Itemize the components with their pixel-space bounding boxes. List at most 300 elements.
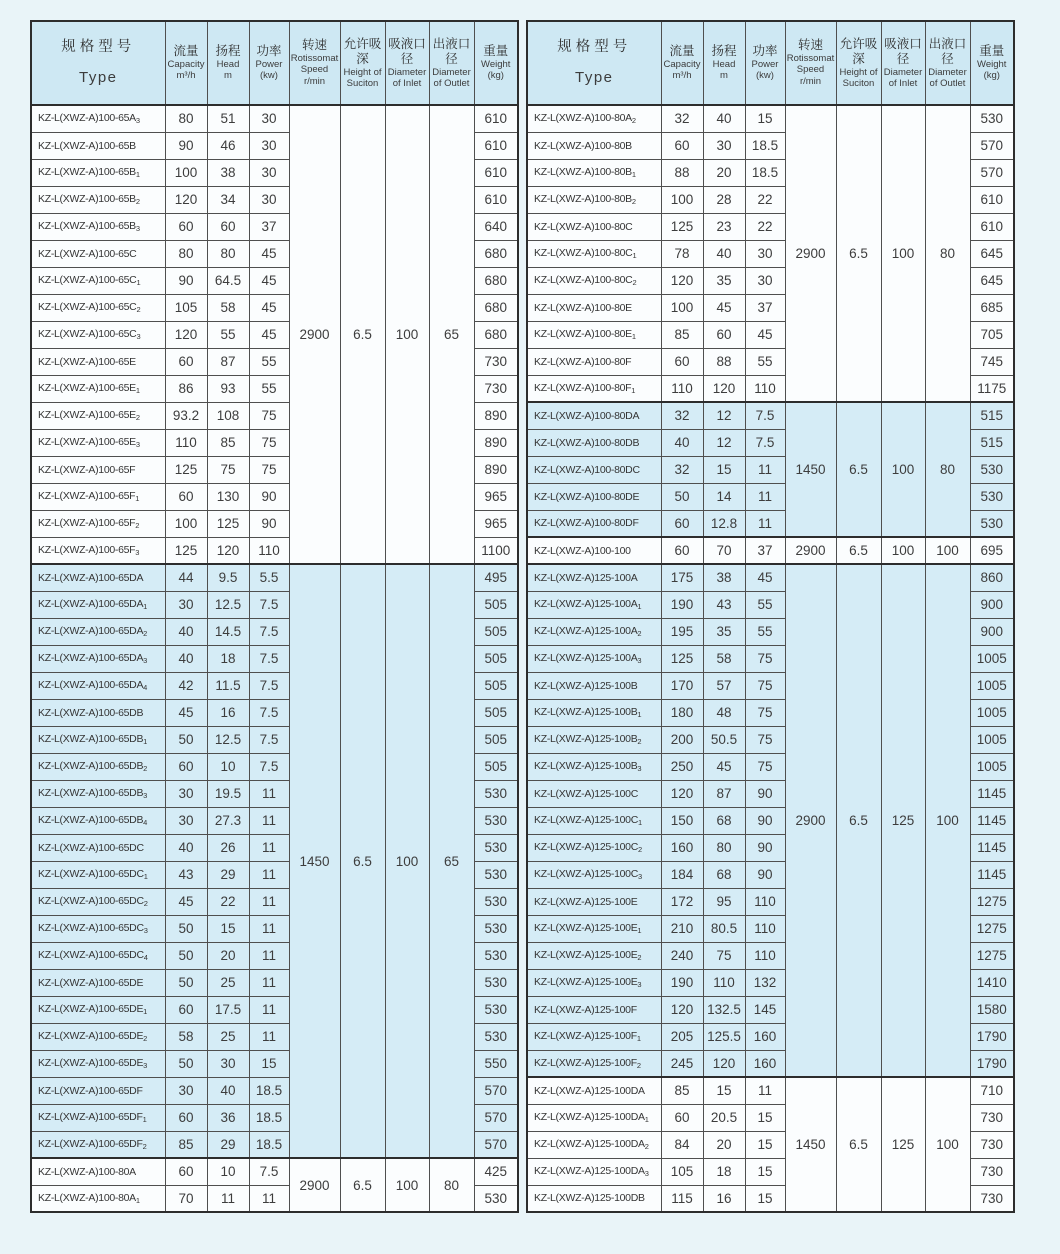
power-cell: 11 bbox=[249, 915, 289, 942]
col-header-suction: 允许吸深 Height of Suciton bbox=[836, 21, 881, 105]
suction-cell: 6.5 bbox=[836, 1077, 881, 1212]
weight-cell: 495 bbox=[474, 564, 518, 591]
weight-cell: 530 bbox=[970, 105, 1014, 132]
type-cell: KZ-L(XWZ-A)100-80DC bbox=[527, 456, 661, 483]
type-cell: $KZ-L(XWZ-A)100-65C_1$ bbox=[31, 267, 165, 294]
weight-cell: 730 bbox=[970, 1131, 1014, 1158]
type-cell: $KZ-L(XWZ-A)100-65C_2$ bbox=[31, 294, 165, 321]
capacity-cell: 50 bbox=[165, 969, 207, 996]
weight-cell: 890 bbox=[474, 429, 518, 456]
type-cell: KZ-L(XWZ-A)100-65DE bbox=[31, 969, 165, 996]
weight-cell: 860 bbox=[970, 564, 1014, 591]
capacity-cell: 40 bbox=[165, 645, 207, 672]
type-cell: KZ-L(XWZ-A)100-80E bbox=[527, 294, 661, 321]
capacity-cell: 85 bbox=[165, 1131, 207, 1158]
power-cell: 75 bbox=[249, 402, 289, 429]
capacity-cell: 50 bbox=[165, 726, 207, 753]
capacity-cell: 172 bbox=[661, 888, 703, 915]
outlet-cell: 100 bbox=[925, 1077, 970, 1212]
head-cell: 68 bbox=[703, 807, 745, 834]
head-cell: 20 bbox=[703, 1131, 745, 1158]
power-cell: 30 bbox=[249, 132, 289, 159]
speed-cell: 2900 bbox=[785, 105, 836, 402]
type-cell: $KZ-L(XWZ-A)125-100DA_3$ bbox=[527, 1158, 661, 1185]
head-cell: 93 bbox=[207, 375, 249, 402]
weight-cell: 965 bbox=[474, 510, 518, 537]
weight-cell: 1145 bbox=[970, 780, 1014, 807]
type-cell: $KZ-L(XWZ-A)125-100F_2$ bbox=[527, 1050, 661, 1077]
head-cell: 16 bbox=[207, 699, 249, 726]
weight-cell: 710 bbox=[970, 1077, 1014, 1104]
weight-cell: 890 bbox=[474, 456, 518, 483]
capacity-cell: 60 bbox=[165, 753, 207, 780]
head-cell: 12 bbox=[703, 429, 745, 456]
spec-table-left bbox=[30, 20, 519, 1213]
capacity-cell: 160 bbox=[661, 834, 703, 861]
type-cell: $KZ-L(XWZ-A)100-65A_3$ bbox=[31, 105, 165, 132]
head-cell: 15 bbox=[207, 915, 249, 942]
capacity-cell: 78 bbox=[661, 240, 703, 267]
power-cell: 11 bbox=[745, 483, 785, 510]
weight-cell: 1790 bbox=[970, 1023, 1014, 1050]
type-cell: $KZ-L(XWZ-A)100-80E_1$ bbox=[527, 321, 661, 348]
power-cell: 45 bbox=[745, 321, 785, 348]
head-cell: 27.3 bbox=[207, 807, 249, 834]
type-cell: KZ-L(XWZ-A)100-80DA bbox=[527, 402, 661, 429]
col-header-outlet: 出液口径 Diameter of Outlet bbox=[925, 21, 970, 105]
table-row bbox=[527, 537, 1014, 564]
weight-cell: 530 bbox=[474, 861, 518, 888]
weight-cell: 1005 bbox=[970, 699, 1014, 726]
weight-cell: 530 bbox=[474, 915, 518, 942]
weight-cell: 505 bbox=[474, 645, 518, 672]
head-cell: 57 bbox=[703, 672, 745, 699]
power-cell: 30 bbox=[745, 267, 785, 294]
weight-cell: 730 bbox=[474, 375, 518, 402]
type-cell: $KZ-L(XWZ-A)100-65B_1$ bbox=[31, 159, 165, 186]
capacity-cell: 60 bbox=[165, 1104, 207, 1131]
weight-cell: 530 bbox=[970, 510, 1014, 537]
capacity-cell: 60 bbox=[661, 1104, 703, 1131]
type-cell: $KZ-L(XWZ-A)100-65DA_3$ bbox=[31, 645, 165, 672]
type-cell: $KZ-L(XWZ-A)100-65F_3$ bbox=[31, 537, 165, 564]
power-cell: 90 bbox=[745, 861, 785, 888]
power-cell: 75 bbox=[249, 429, 289, 456]
weight-cell: 570 bbox=[474, 1077, 518, 1104]
type-cell: $KZ-L(XWZ-A)125-100C_2$ bbox=[527, 834, 661, 861]
power-cell: 11 bbox=[249, 807, 289, 834]
weight-cell: 1145 bbox=[970, 834, 1014, 861]
capacity-cell: 120 bbox=[165, 321, 207, 348]
capacity-cell: 84 bbox=[661, 1131, 703, 1158]
weight-cell: 515 bbox=[970, 402, 1014, 429]
weight-cell: 530 bbox=[474, 996, 518, 1023]
head-cell: 11.5 bbox=[207, 672, 249, 699]
col-header-head: 扬程 Head m bbox=[703, 21, 745, 105]
weight-cell: 730 bbox=[474, 348, 518, 375]
head-cell: 130 bbox=[207, 483, 249, 510]
weight-cell: 890 bbox=[474, 402, 518, 429]
head-cell: 15 bbox=[703, 1077, 745, 1104]
type-cell: $KZ-L(XWZ-A)100-80C_2$ bbox=[527, 267, 661, 294]
type-cell: KZ-L(XWZ-A)100-65B bbox=[31, 132, 165, 159]
type-cell: KZ-L(XWZ-A)100-65C bbox=[31, 240, 165, 267]
capacity-cell: 30 bbox=[165, 591, 207, 618]
type-cell: $KZ-L(XWZ-A)100-65DB_2$ bbox=[31, 753, 165, 780]
power-cell: 15 bbox=[745, 1158, 785, 1185]
type-cell: KZ-L(XWZ-A)125-100F bbox=[527, 996, 661, 1023]
power-cell: 55 bbox=[745, 348, 785, 375]
capacity-cell: 50 bbox=[165, 1050, 207, 1077]
type-cell: KZ-L(XWZ-A)100-80F bbox=[527, 348, 661, 375]
power-cell: 15 bbox=[745, 1104, 785, 1131]
col-header-suction: 允许吸深 Height of Suciton bbox=[340, 21, 385, 105]
capacity-cell: 60 bbox=[661, 510, 703, 537]
head-cell: 9.5 bbox=[207, 564, 249, 591]
capacity-cell: 200 bbox=[661, 726, 703, 753]
capacity-cell: 150 bbox=[661, 807, 703, 834]
weight-cell: 1275 bbox=[970, 915, 1014, 942]
power-cell: 75 bbox=[745, 645, 785, 672]
head-cell: 28 bbox=[703, 186, 745, 213]
speed-cell: 2900 bbox=[785, 537, 836, 564]
head-cell: 45 bbox=[703, 753, 745, 780]
inlet-cell: 100 bbox=[881, 537, 925, 564]
weight-cell: 640 bbox=[474, 213, 518, 240]
type-cell: $KZ-L(XWZ-A)100-80C_1$ bbox=[527, 240, 661, 267]
capacity-cell: 250 bbox=[661, 753, 703, 780]
power-cell: 75 bbox=[745, 699, 785, 726]
head-cell: 16 bbox=[703, 1185, 745, 1212]
type-cell: $KZ-L(XWZ-A)125-100DA_2$ bbox=[527, 1131, 661, 1158]
speed-cell: 2900 bbox=[289, 1158, 340, 1212]
head-cell: 36 bbox=[207, 1104, 249, 1131]
weight-cell: 1580 bbox=[970, 996, 1014, 1023]
capacity-cell: 30 bbox=[165, 807, 207, 834]
power-cell: 7.5 bbox=[745, 402, 785, 429]
outlet-cell: 80 bbox=[429, 1158, 474, 1212]
capacity-cell: 105 bbox=[661, 1158, 703, 1185]
weight-cell: 745 bbox=[970, 348, 1014, 375]
type-cell: $KZ-L(XWZ-A)125-100A_1$ bbox=[527, 591, 661, 618]
power-cell: 75 bbox=[745, 672, 785, 699]
outlet-cell: 65 bbox=[429, 105, 474, 564]
power-cell: 90 bbox=[745, 807, 785, 834]
capacity-cell: 125 bbox=[165, 456, 207, 483]
power-cell: 18.5 bbox=[249, 1077, 289, 1104]
head-cell: 110 bbox=[703, 969, 745, 996]
capacity-cell: 40 bbox=[661, 429, 703, 456]
head-cell: 75 bbox=[703, 942, 745, 969]
power-cell: 11 bbox=[249, 861, 289, 888]
inlet-cell: 100 bbox=[881, 402, 925, 537]
power-cell: 7.5 bbox=[249, 591, 289, 618]
col-header-inlet: 吸液口径 Diameter of Inlet bbox=[385, 21, 429, 105]
capacity-cell: 180 bbox=[661, 699, 703, 726]
head-cell: 51 bbox=[207, 105, 249, 132]
power-cell: 30 bbox=[249, 105, 289, 132]
power-cell: 160 bbox=[745, 1023, 785, 1050]
power-cell: 75 bbox=[745, 753, 785, 780]
head-cell: 43 bbox=[703, 591, 745, 618]
weight-cell: 505 bbox=[474, 672, 518, 699]
col-header-speed: 转速 Rotissomat Speed r/min bbox=[289, 21, 340, 105]
power-cell: 7.5 bbox=[249, 726, 289, 753]
col-header-type bbox=[31, 21, 165, 105]
table-body-right bbox=[527, 105, 1014, 1212]
outlet-cell: 80 bbox=[925, 402, 970, 537]
power-cell: 7.5 bbox=[249, 618, 289, 645]
type-header-cn: 规格型号 bbox=[61, 39, 136, 56]
power-cell: 145 bbox=[745, 996, 785, 1023]
type-cell: $KZ-L(XWZ-A)100-65DB_4$ bbox=[31, 807, 165, 834]
table-row bbox=[31, 105, 518, 132]
head-cell: 40 bbox=[703, 240, 745, 267]
table-body-left bbox=[31, 105, 518, 1212]
weight-cell: 515 bbox=[970, 429, 1014, 456]
capacity-cell: 115 bbox=[661, 1185, 703, 1212]
power-cell: 90 bbox=[249, 510, 289, 537]
type-cell: $KZ-L(XWZ-A)125-100A_3$ bbox=[527, 645, 661, 672]
power-cell: 30 bbox=[745, 240, 785, 267]
head-cell: 80 bbox=[703, 834, 745, 861]
power-cell: 30 bbox=[249, 186, 289, 213]
head-cell: 120 bbox=[207, 537, 249, 564]
capacity-cell: 80 bbox=[165, 105, 207, 132]
type-cell: $KZ-L(XWZ-A)100-65DF_1$ bbox=[31, 1104, 165, 1131]
outlet-cell: 100 bbox=[925, 537, 970, 564]
speed-cell: 1450 bbox=[289, 564, 340, 1158]
power-cell: 45 bbox=[745, 564, 785, 591]
type-cell: KZ-L(XWZ-A)100-80C bbox=[527, 213, 661, 240]
weight-cell: 570 bbox=[474, 1104, 518, 1131]
capacity-cell: 245 bbox=[661, 1050, 703, 1077]
capacity-cell: 110 bbox=[661, 375, 703, 402]
header-row bbox=[527, 21, 1014, 105]
weight-cell: 645 bbox=[970, 240, 1014, 267]
weight-cell: 680 bbox=[474, 294, 518, 321]
power-cell: 55 bbox=[249, 375, 289, 402]
head-cell: 12.5 bbox=[207, 591, 249, 618]
capacity-cell: 85 bbox=[661, 1077, 703, 1104]
capacity-cell: 40 bbox=[165, 834, 207, 861]
capacity-cell: 60 bbox=[165, 483, 207, 510]
type-cell: $KZ-L(XWZ-A)100-65DB_1$ bbox=[31, 726, 165, 753]
type-cell: $KZ-L(XWZ-A)100-65DE_2$ bbox=[31, 1023, 165, 1050]
head-cell: 60 bbox=[207, 213, 249, 240]
type-header-cn: 规格型号 bbox=[557, 39, 632, 56]
inlet-cell: 100 bbox=[881, 105, 925, 402]
weight-cell: 505 bbox=[474, 591, 518, 618]
capacity-cell: 88 bbox=[661, 159, 703, 186]
type-cell: KZ-L(XWZ-A)100-65DC bbox=[31, 834, 165, 861]
power-cell: 160 bbox=[745, 1050, 785, 1077]
outlet-cell: 100 bbox=[925, 564, 970, 1077]
type-cell: $KZ-L(XWZ-A)100-80A_2$ bbox=[527, 105, 661, 132]
weight-cell: 530 bbox=[474, 969, 518, 996]
weight-cell: 1145 bbox=[970, 807, 1014, 834]
type-cell: KZ-L(XWZ-A)100-100 bbox=[527, 537, 661, 564]
head-cell: 55 bbox=[207, 321, 249, 348]
head-cell: 58 bbox=[207, 294, 249, 321]
head-cell: 88 bbox=[703, 348, 745, 375]
power-cell: 11 bbox=[249, 942, 289, 969]
table-row bbox=[527, 1077, 1014, 1104]
head-cell: 64.5 bbox=[207, 267, 249, 294]
weight-cell: 680 bbox=[474, 267, 518, 294]
type-cell: $KZ-L(XWZ-A)125-100C_1$ bbox=[527, 807, 661, 834]
type-cell: $KZ-L(XWZ-A)100-65DA_4$ bbox=[31, 672, 165, 699]
table-header bbox=[31, 21, 518, 105]
weight-cell: 530 bbox=[474, 807, 518, 834]
head-cell: 60 bbox=[703, 321, 745, 348]
head-cell: 12 bbox=[703, 402, 745, 429]
head-cell: 35 bbox=[703, 267, 745, 294]
capacity-cell: 120 bbox=[661, 267, 703, 294]
speed-cell: 1450 bbox=[785, 402, 836, 537]
type-cell: KZ-L(XWZ-A)125-100DA bbox=[527, 1077, 661, 1104]
power-cell: 90 bbox=[745, 780, 785, 807]
head-cell: 38 bbox=[207, 159, 249, 186]
speed-cell: 2900 bbox=[785, 564, 836, 1077]
capacity-cell: 60 bbox=[165, 348, 207, 375]
capacity-cell: 120 bbox=[661, 780, 703, 807]
type-cell: $KZ-L(XWZ-A)100-65E_2$ bbox=[31, 402, 165, 429]
head-cell: 26 bbox=[207, 834, 249, 861]
power-cell: 11 bbox=[745, 1077, 785, 1104]
type-cell: $KZ-L(XWZ-A)100-65E_3$ bbox=[31, 429, 165, 456]
weight-cell: 530 bbox=[474, 942, 518, 969]
head-cell: 50.5 bbox=[703, 726, 745, 753]
weight-cell: 1410 bbox=[970, 969, 1014, 996]
capacity-cell: 110 bbox=[165, 429, 207, 456]
type-cell: KZ-L(XWZ-A)100-65DF bbox=[31, 1077, 165, 1104]
capacity-cell: 195 bbox=[661, 618, 703, 645]
type-cell: $KZ-L(XWZ-A)100-65F_1$ bbox=[31, 483, 165, 510]
weight-cell: 505 bbox=[474, 753, 518, 780]
type-cell: KZ-L(XWZ-A)100-80A bbox=[31, 1158, 165, 1185]
col-header-capacity: 流量 Capacity m³/h bbox=[661, 21, 703, 105]
head-cell: 40 bbox=[703, 105, 745, 132]
capacity-cell: 86 bbox=[165, 375, 207, 402]
type-cell: $KZ-L(XWZ-A)100-65F_2$ bbox=[31, 510, 165, 537]
capacity-cell: 40 bbox=[165, 618, 207, 645]
spec-table-right bbox=[526, 20, 1015, 1213]
head-cell: 19.5 bbox=[207, 780, 249, 807]
power-cell: 45 bbox=[249, 267, 289, 294]
capacity-cell: 32 bbox=[661, 105, 703, 132]
weight-cell: 900 bbox=[970, 618, 1014, 645]
head-cell: 30 bbox=[703, 132, 745, 159]
power-cell: 11 bbox=[249, 780, 289, 807]
type-cell: $KZ-L(XWZ-A)100-65DC_2$ bbox=[31, 888, 165, 915]
power-cell: 90 bbox=[745, 834, 785, 861]
weight-cell: 530 bbox=[970, 483, 1014, 510]
head-cell: 20 bbox=[703, 159, 745, 186]
power-cell: 15 bbox=[249, 1050, 289, 1077]
head-cell: 25 bbox=[207, 1023, 249, 1050]
weight-cell: 965 bbox=[474, 483, 518, 510]
head-cell: 12.5 bbox=[207, 726, 249, 753]
head-cell: 34 bbox=[207, 186, 249, 213]
type-cell: KZ-L(XWZ-A)100-65DA bbox=[31, 564, 165, 591]
head-cell: 18 bbox=[207, 645, 249, 672]
type-cell: $KZ-L(XWZ-A)100-65E_1$ bbox=[31, 375, 165, 402]
weight-cell: 530 bbox=[970, 456, 1014, 483]
head-cell: 46 bbox=[207, 132, 249, 159]
head-cell: 132.5 bbox=[703, 996, 745, 1023]
weight-cell: 900 bbox=[970, 591, 1014, 618]
capacity-cell: 175 bbox=[661, 564, 703, 591]
col-header-outlet: 出液口径 Diameter of Outlet bbox=[429, 21, 474, 105]
head-cell: 20.5 bbox=[703, 1104, 745, 1131]
capacity-cell: 43 bbox=[165, 861, 207, 888]
capacity-cell: 60 bbox=[661, 537, 703, 564]
type-cell: KZ-L(XWZ-A)100-80DF bbox=[527, 510, 661, 537]
type-cell: KZ-L(XWZ-A)100-65F bbox=[31, 456, 165, 483]
weight-cell: 1005 bbox=[970, 726, 1014, 753]
power-cell: 110 bbox=[745, 915, 785, 942]
type-cell: $KZ-L(XWZ-A)100-65B_3$ bbox=[31, 213, 165, 240]
weight-cell: 705 bbox=[970, 321, 1014, 348]
weight-cell: 530 bbox=[474, 834, 518, 861]
suction-cell: 6.5 bbox=[836, 105, 881, 402]
suction-cell: 6.5 bbox=[836, 402, 881, 537]
capacity-cell: 90 bbox=[165, 267, 207, 294]
weight-cell: 1145 bbox=[970, 861, 1014, 888]
capacity-cell: 85 bbox=[661, 321, 703, 348]
capacity-cell: 100 bbox=[165, 159, 207, 186]
power-cell: 15 bbox=[745, 1131, 785, 1158]
head-cell: 68 bbox=[703, 861, 745, 888]
capacity-cell: 60 bbox=[165, 1158, 207, 1185]
capacity-cell: 190 bbox=[661, 591, 703, 618]
head-cell: 75 bbox=[207, 456, 249, 483]
power-cell: 37 bbox=[745, 294, 785, 321]
capacity-cell: 50 bbox=[165, 942, 207, 969]
head-cell: 87 bbox=[207, 348, 249, 375]
weight-cell: 730 bbox=[970, 1185, 1014, 1212]
capacity-cell: 80 bbox=[165, 240, 207, 267]
type-header-en: Type bbox=[574, 68, 614, 86]
weight-cell: 610 bbox=[970, 186, 1014, 213]
table-header bbox=[527, 21, 1014, 105]
capacity-cell: 190 bbox=[661, 969, 703, 996]
power-cell: 132 bbox=[745, 969, 785, 996]
capacity-cell: 125 bbox=[165, 537, 207, 564]
capacity-cell: 105 bbox=[165, 294, 207, 321]
type-cell: $KZ-L(XWZ-A)125-100DA_1$ bbox=[527, 1104, 661, 1131]
table-row bbox=[527, 105, 1014, 132]
head-cell: 10 bbox=[207, 1158, 249, 1185]
type-cell: $KZ-L(XWZ-A)125-100E_2$ bbox=[527, 942, 661, 969]
power-cell: 7.5 bbox=[249, 753, 289, 780]
type-cell: $KZ-L(XWZ-A)100-65DC_3$ bbox=[31, 915, 165, 942]
head-cell: 14 bbox=[703, 483, 745, 510]
weight-cell: 550 bbox=[474, 1050, 518, 1077]
type-cell: $KZ-L(XWZ-A)125-100B_3$ bbox=[527, 753, 661, 780]
type-cell: $KZ-L(XWZ-A)100-65B_2$ bbox=[31, 186, 165, 213]
type-header-en: Type bbox=[78, 68, 118, 86]
power-cell: 55 bbox=[249, 348, 289, 375]
capacity-cell: 170 bbox=[661, 672, 703, 699]
outlet-cell: 65 bbox=[429, 564, 474, 1158]
inlet-cell: 100 bbox=[385, 1158, 429, 1212]
power-cell: 11 bbox=[249, 996, 289, 1023]
type-cell: $KZ-L(XWZ-A)125-100B_1$ bbox=[527, 699, 661, 726]
power-cell: 75 bbox=[745, 726, 785, 753]
head-cell: 20 bbox=[207, 942, 249, 969]
